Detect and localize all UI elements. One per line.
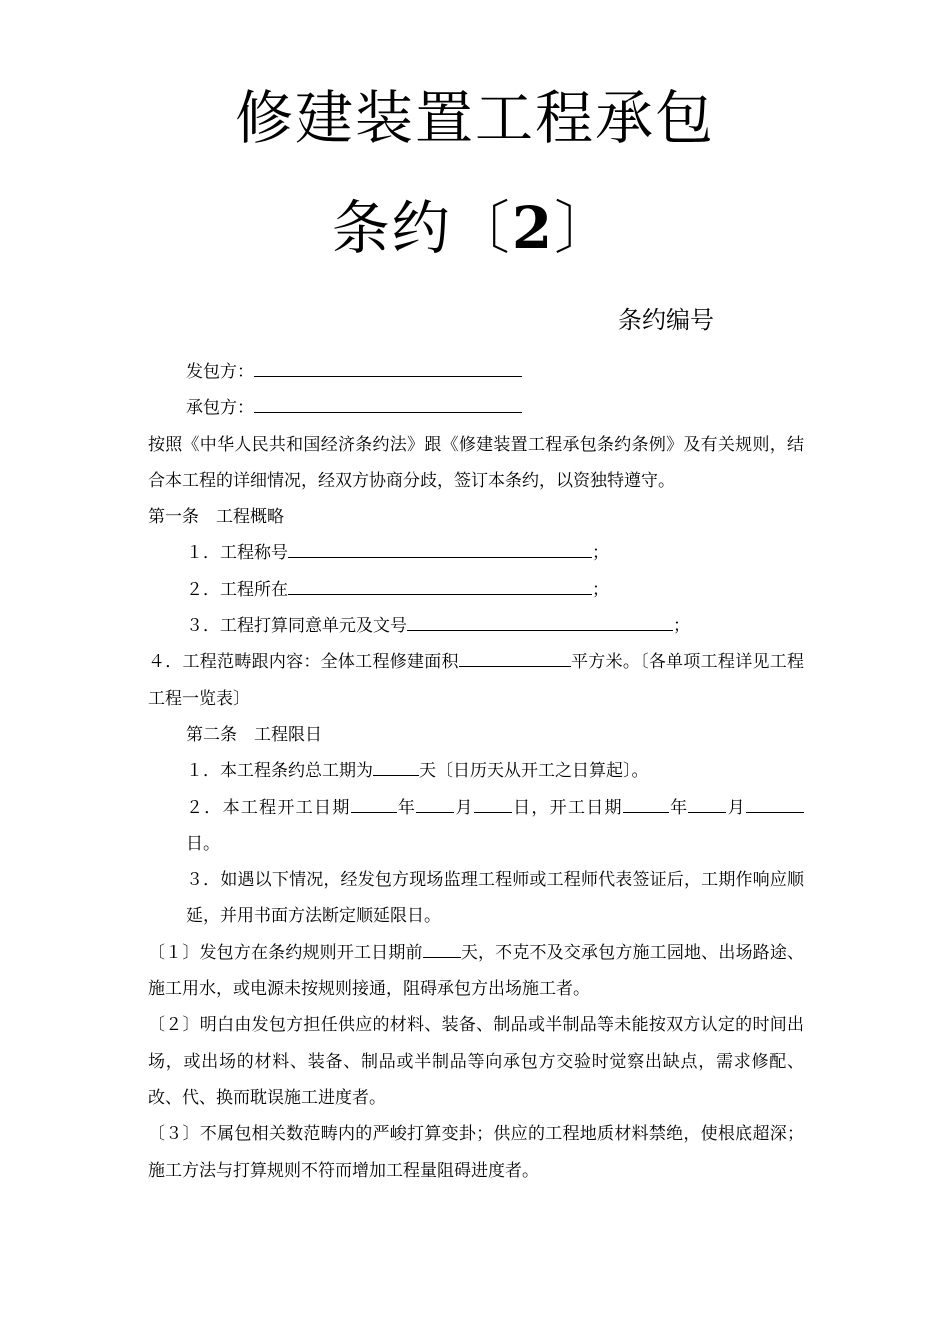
article2-title: 第二条 工程限日 bbox=[186, 724, 322, 745]
approval-unit-blank bbox=[407, 612, 673, 631]
employer-label: 发包方： bbox=[186, 362, 254, 382]
article1-item2 bbox=[148, 572, 804, 608]
title-number: 2 bbox=[511, 194, 555, 262]
area-blank bbox=[459, 648, 571, 667]
item-text: 天〔日历天从开工之日算起〕。 bbox=[419, 761, 649, 782]
item-text: ２．工程所在 bbox=[186, 579, 288, 600]
days-blank bbox=[423, 939, 461, 958]
start-month-blank bbox=[416, 794, 454, 813]
item-text: ３．工程打算同意单元及文号 bbox=[186, 616, 407, 637]
item-text: ４．工程范畴跟内容：全体工程修建面积 bbox=[148, 652, 459, 673]
article1-item1 bbox=[148, 535, 804, 571]
month-label: 月 bbox=[454, 797, 474, 818]
article2-item1 bbox=[148, 753, 804, 789]
start-year-blank bbox=[351, 794, 397, 813]
contractor-blank bbox=[254, 394, 522, 413]
condition-3: 〔３〕不属包相关数范畴内的严峻打算变卦；供应的工程地质材料禁绝，使根底超深；施工方法与打算规则不符而增加工程量阻碍进度者。 bbox=[148, 1124, 804, 1181]
article2-item2 bbox=[148, 790, 804, 863]
contract-number-label: 条约编号 bbox=[618, 306, 714, 334]
article2-item3: ３．如遇以下情况，经发包方现场监理工程师或工程师代表签证后，工期作响应顺延，并用书面方法断定顺延限日。 bbox=[186, 870, 804, 927]
end-day-blank bbox=[746, 794, 780, 813]
end-year-blank bbox=[623, 794, 669, 813]
contract-body bbox=[148, 354, 804, 1189]
title-prefix: 条约〔 bbox=[331, 194, 512, 262]
year-label: 年 bbox=[396, 797, 417, 818]
title-suffix: 〕 bbox=[554, 194, 615, 262]
condition-2: 〔２〕明白由发包方担任供应的材料、装备、制品或半制品等未能按双方认定的时间出场，或出场的材料、装备、制品或半制品等向承包方交验时觉察出缺点，需求修配、改、代、换而耽误施工进度者。 bbox=[148, 1015, 804, 1108]
semicolon: ； bbox=[592, 579, 609, 600]
item-text: １．本工程条约总工期为 bbox=[186, 761, 373, 782]
contractor-label: 承包方： bbox=[186, 398, 254, 419]
item-text: １．工程称号 bbox=[186, 543, 288, 564]
item-text: 日，开工日期 bbox=[511, 797, 623, 818]
contractor-line bbox=[148, 390, 804, 426]
project-location-blank bbox=[288, 576, 592, 595]
employer-blank bbox=[254, 358, 522, 377]
item-text: 日。 bbox=[186, 833, 220, 854]
semicolon: ； bbox=[592, 543, 609, 564]
start-day-blank bbox=[474, 794, 512, 813]
employer-line bbox=[148, 354, 804, 390]
year-label: 年 bbox=[668, 797, 689, 818]
article1-item4 bbox=[148, 644, 804, 717]
document-title-line1: 修建装置工程承包 bbox=[234, 84, 715, 152]
semicolon: ； bbox=[673, 616, 690, 637]
item-text: ２．本工程开工日期 bbox=[186, 797, 351, 818]
project-name-blank bbox=[288, 539, 592, 558]
document-title-line2 bbox=[0, 196, 948, 260]
item-text: 平方米。〔各单项工程详见工程工程一览表〕 bbox=[148, 652, 804, 709]
item-text: 〔１〕发包方在条约规则开工日期前 bbox=[148, 942, 423, 963]
month-label: 月 bbox=[726, 797, 747, 818]
condition-1 bbox=[148, 935, 804, 1008]
item-text: 天，不克不及交承包方施工园地、出场路途、施工用水，或电源未按规则接通，阻碍承包方出场施工者。 bbox=[148, 942, 805, 1000]
intro-paragraph: 按照《中华人民共和国经济条约法》跟《修建装置工程承包条约条例》及有关规则，结合本工程的详细情况，经双方协商分歧，签订本条约，以资独特遵守。 bbox=[148, 434, 804, 491]
article1-title: 第一条 工程概略 bbox=[148, 507, 284, 528]
end-day-blank-wrap bbox=[780, 794, 804, 813]
duration-blank bbox=[373, 757, 419, 776]
article1-item3 bbox=[148, 608, 804, 644]
end-month-blank bbox=[688, 794, 726, 813]
